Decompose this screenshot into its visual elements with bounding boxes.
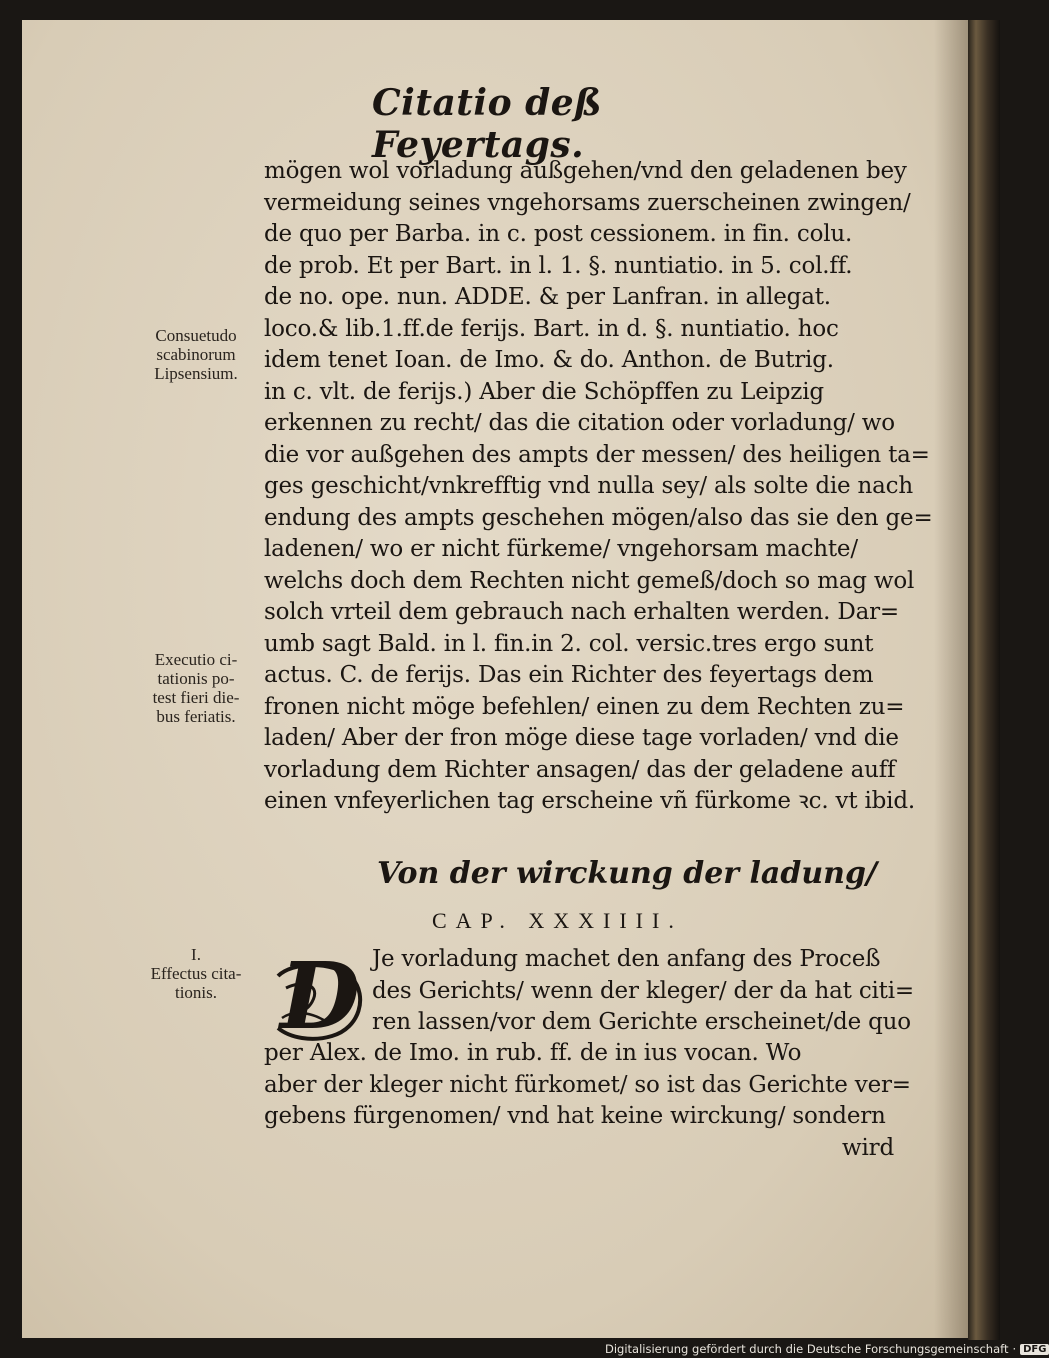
body-line: idem tenet Ioan. de Imo. & do. Anthon. de Butrig.: [264, 347, 834, 373]
margin-note-executio: [132, 650, 260, 726]
dfg-logo: DFG: [1020, 1344, 1049, 1355]
body-line: welchs doch dem Rechten nicht gemeß/doch so mag wol: [264, 567, 915, 594]
chapter-line: gebens fürgenomen/ vnd hat keine wirckung/ sondern: [264, 1103, 886, 1129]
drop-initial: D: [280, 942, 360, 1050]
body-line: die vor außgehen des ampts der messen/ des heiligen ta=: [264, 441, 930, 468]
margin-note-line: test fieri die-: [152, 688, 240, 707]
body-line: umb sagt Bald. in l. fin.in 2. col. versic.tres ergo sunt: [264, 630, 874, 657]
body-line: fronen nicht möge befehlen/ einen zu dem Rechten zu=: [264, 693, 905, 720]
margin-note-line: Executio ci-: [154, 650, 238, 669]
body-line: einen vnfeyerlichen tag erscheine vñ fürkome ꝛc. vt ibid.: [264, 788, 915, 814]
catchword: wird: [842, 1134, 894, 1161]
margin-note-effectus: [132, 945, 260, 1002]
chapter-line: Je vorladung machet den anfang des Proceß: [372, 946, 881, 972]
margin-note-line: I.: [191, 945, 201, 964]
body-line: de prob. Et per Bart. in l. 1. §. nuntiatio. in 5. col.ff.: [264, 252, 853, 279]
body-line: de quo per Barba. in c. post cessionem. in fin. colu.: [264, 221, 853, 247]
digitization-footer: [605, 1340, 1049, 1358]
chapter-title: Von der wirckung der ladung/: [377, 856, 877, 891]
margin-note-line: Consuetudo: [155, 326, 237, 345]
margin-note-line: tationis po-: [157, 669, 235, 688]
body-line: erkennen zu recht/ das die citation oder vorladung/ wo: [264, 410, 895, 436]
margin-note-consuetudo: [132, 326, 260, 383]
body-line: ladenen/ wo er nicht fürkeme/ vngehorsam machte/: [264, 536, 858, 562]
chapter-line: per Alex. de Imo. in rub. ff. de in ius vocan. Wo: [264, 1040, 802, 1066]
body-line: mögen wol vorladung außgehen/vnd den geladenen bey: [264, 158, 907, 184]
chapter-number: CAP. XXXIIII.: [432, 908, 683, 933]
margin-note-line: Lipsensium.: [154, 364, 238, 383]
footer-separator: ·: [1012, 1342, 1017, 1356]
body-line: solch vrteil dem gebrauch nach erhalten werden. Dar=: [264, 599, 899, 625]
chapter-text-indented: [372, 944, 912, 1039]
body-line: vorladung dem Richter ansagen/ das der geladene auff: [264, 756, 896, 783]
page-gutter-shadow: [934, 20, 970, 1338]
book-page: [22, 20, 970, 1338]
body-line: de no. ope. nun. ADDE. & per Lanfran. in allegat.: [264, 284, 831, 310]
body-text: [264, 156, 933, 818]
body-line: vermeidung seines vngehorsams zuerscheinen zwingen/: [264, 189, 911, 216]
chapter-line: ren lassen/vor dem Gerichte erscheinet/de quo: [372, 1009, 911, 1035]
margin-note-line: Effectus cita-: [150, 964, 242, 983]
book-edge: [968, 20, 1000, 1340]
body-line: in c. vlt. de ferijs.) Aber die Schöpffen zu Leipzig: [264, 378, 824, 405]
running-head: Citatio deß Feyertags.: [372, 82, 603, 166]
body-line: loco.& lib.1.ff.de ferijs. Bart. in d. §. nuntiatio. hoc: [264, 315, 839, 342]
margin-note-line: scabinorum: [156, 345, 236, 364]
chapter-text: [264, 1038, 911, 1164]
margin-note-line: tionis.: [174, 983, 218, 1002]
chapter-line: aber der kleger nicht fürkomet/ so ist das Gerichte ver=: [264, 1071, 911, 1098]
body-line: laden/ Aber der fron möge diese tage vorladen/ vnd die: [264, 725, 899, 751]
margin-note-line: bus feriatis.: [156, 707, 236, 726]
body-line: endung des ampts geschehen mögen/also das sie den ge=: [264, 504, 933, 531]
body-line: actus. C. de ferijs. Das ein Richter des feyertags dem: [264, 662, 874, 688]
footer-text: Digitalisierung gefördert durch die Deutsche Forschungsgemeinschaft: [605, 1342, 1009, 1356]
chapter-line: des Gerichts/ wenn der kleger/ der da hat citi=: [372, 977, 914, 1004]
body-line: ges geschicht/vnkrefftig vnd nulla sey/ als solte die nach: [264, 473, 913, 499]
